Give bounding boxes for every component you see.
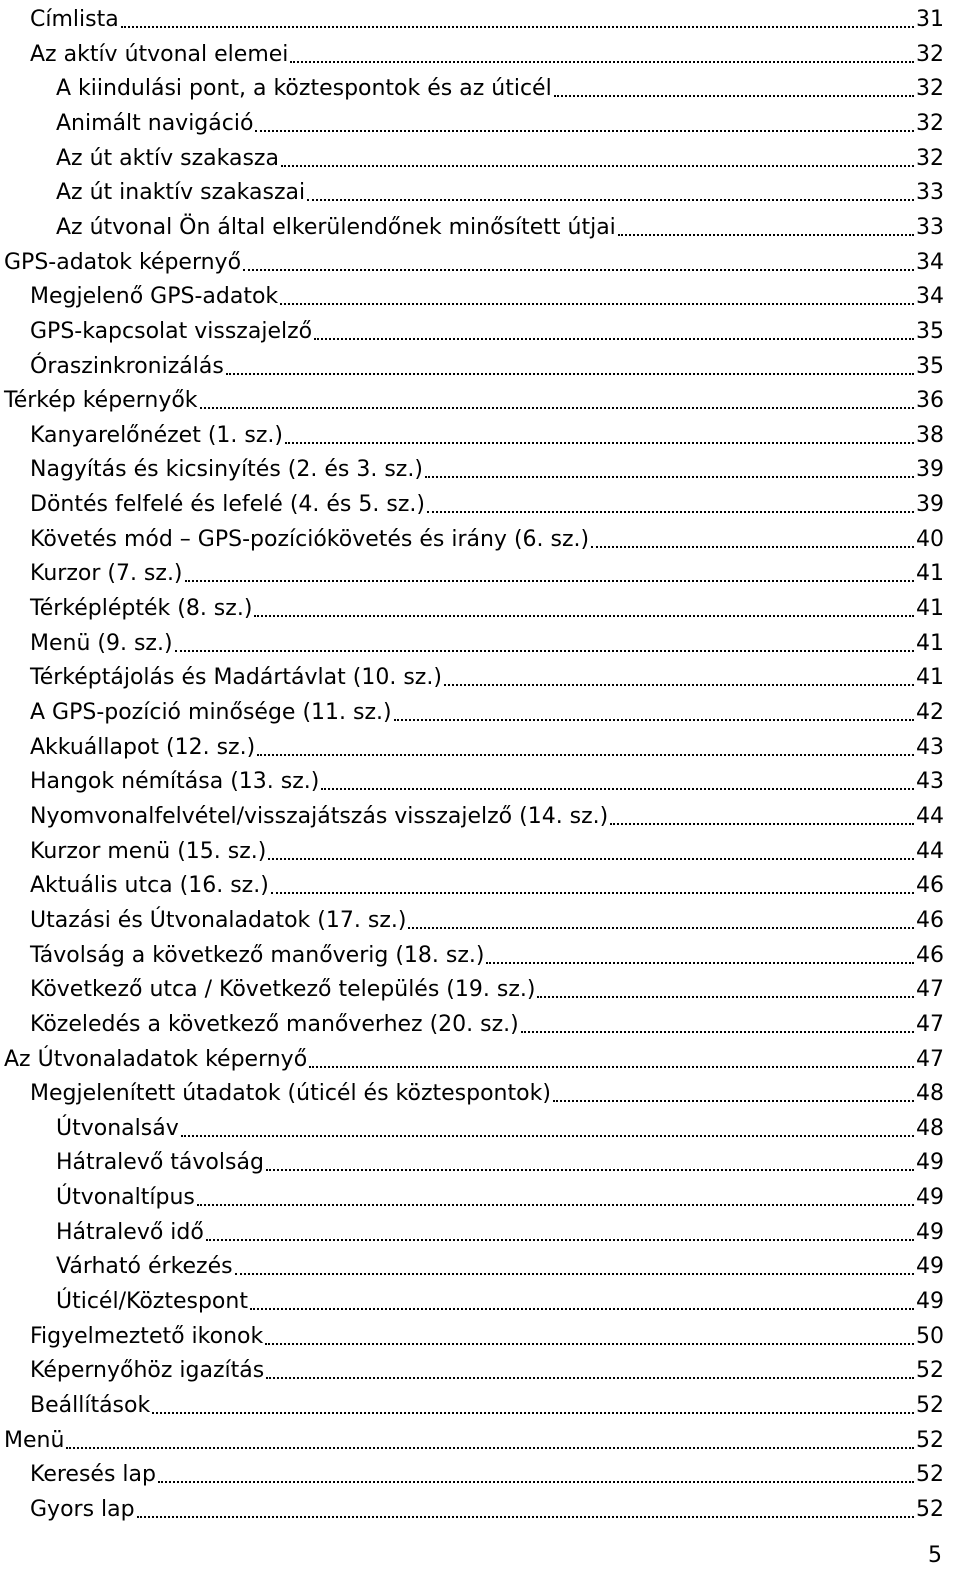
toc-entry[interactable] [0,1490,944,1524]
toc-entry[interactable] [0,1213,944,1247]
toc-entry[interactable] [0,35,944,69]
toc-entry[interactable] [0,1386,944,1420]
toc-entry-page: 48 [916,1081,944,1107]
toc-entry-page: 32 [916,145,944,171]
dot-leader [554,89,914,97]
toc-entry-title: Menü [4,1427,65,1453]
dot-leader [266,1163,914,1171]
toc-entry-page: 34 [916,284,944,310]
toc-entry-title: Hátralevő távolság [56,1150,264,1176]
toc-entry-page: 49 [916,1219,944,1245]
dot-leader [271,886,914,894]
dot-leader [200,401,914,409]
toc-entry-page: 43 [916,734,944,760]
toc-entry-title: Az Útvonaladatok képernyő [4,1046,308,1072]
toc-entry-page: 39 [916,492,944,518]
toc-entry-title: Távolság a következő manőverig (18. sz.) [30,942,485,968]
toc-entry-title: Figyelmeztető ikonok [30,1323,264,1349]
dot-leader [152,1406,914,1414]
toc-entry[interactable] [0,0,944,34]
dot-leader [235,1267,914,1275]
toc-entry[interactable] [0,277,944,311]
dot-leader [537,990,914,998]
dot-leader [591,540,914,548]
dot-leader [197,1198,914,1206]
toc-entry-page: 52 [916,1496,944,1522]
dot-leader [321,782,914,790]
toc-entry[interactable] [0,866,944,900]
dot-leader [618,228,914,236]
toc-entry-page: 36 [916,388,944,414]
toc-entry[interactable] [0,728,944,762]
toc-entry-page: 39 [916,457,944,483]
dot-leader [314,332,914,340]
dot-leader [427,505,914,513]
toc-entry-title: Követés mód – GPS-pozíciókövetés és irány (6. sz.) [30,526,590,552]
dot-leader [265,1337,914,1345]
toc-entry-title: Gyors lap [30,1496,135,1522]
dot-leader [307,193,914,201]
toc-entry-title: Megjelenített útadatok (úticél és köztespontok) [30,1081,551,1107]
toc-entry[interactable] [0,1317,944,1351]
toc-entry-page: 35 [916,353,944,379]
toc-entry-title: Hátralevő idő [56,1219,204,1245]
toc-entry-page: 41 [916,561,944,587]
toc-entry-title: Kurzor (7. sz.) [30,561,183,587]
toc-entry[interactable] [0,173,944,207]
toc-entry-title: Kanyarelőnézet (1. sz.) [30,422,283,448]
toc-entry-title: Óraszinkronizálás [30,353,224,379]
toc-entry-title: Képernyőhöz igazítás [30,1358,265,1384]
toc-entry-title: Címlista [30,7,119,32]
toc-entry-page: 41 [916,596,944,622]
dot-leader [553,1094,914,1102]
dot-leader [266,1371,914,1379]
toc-entry-title: A GPS-pozíció minősége (11. sz.) [30,700,392,725]
toc-entry[interactable] [0,658,944,692]
toc-entry-page: 33 [916,214,944,240]
toc-entry-title: Döntés felfelé és lefelé (4. és 5. sz.) [30,492,425,518]
toc-entry-title: Térkép képernyők [4,388,198,414]
toc-entry[interactable] [0,208,944,242]
toc-entry-title: Animált navigáció [56,110,254,136]
toc-entry-title: Megjelenő GPS-adatok [30,284,279,310]
toc-entry[interactable] [0,832,944,866]
dot-leader [281,159,914,167]
toc-entry-title: Az aktív útvonal elemei [30,41,289,67]
toc-entry[interactable] [0,1247,944,1281]
toc-entry-page: 52 [916,1393,944,1418]
toc-entry-title: GPS-kapcsolat visszajelző [30,318,313,344]
dot-leader [121,20,914,28]
toc-entry[interactable] [0,1351,944,1385]
toc-entry-title: Térképlépték (8. sz.) [30,596,253,622]
toc-entry-title: Térképtájolás és Madártávlat (10. sz.) [30,665,442,691]
dot-leader [521,1025,914,1033]
toc-entry-page: 38 [916,422,944,448]
toc-entry-title: Hangok némítása (13. sz.) [30,769,320,795]
toc-entry-title: Nyomvonalfelvétel/visszajátszás visszajelző (14. sz.) [30,803,609,829]
toc-entry[interactable] [0,1143,944,1177]
toc-entry[interactable] [0,762,944,796]
toc-entry-page: 49 [916,1185,944,1211]
dot-leader [250,1302,914,1310]
toc-entry-title: Menü (9. sz.) [30,630,173,656]
dot-leader [185,574,914,582]
toc-entry-title: Útvonalsáv [56,1115,179,1141]
toc-entry-page: 49 [916,1289,944,1315]
toc-entry[interactable] [0,797,944,831]
dot-leader [408,921,914,929]
toc-entry-page: 42 [916,700,944,725]
toc-entry-title: Nagyítás és kicsinyítés (2. és 3. sz.) [30,457,423,483]
toc-entry-page: 33 [916,180,944,206]
dot-leader [257,748,914,756]
toc-entry-page: 50 [916,1323,944,1349]
toc-entry-title: Várható érkezés [56,1254,233,1280]
toc-entry-page: 49 [916,1150,944,1176]
toc-entry-title: Közeledés a következő manőverhez (20. sz.) [30,1011,519,1037]
dot-leader [486,956,914,964]
toc-entry-page: 49 [916,1254,944,1280]
toc-entry-page: 46 [916,873,944,899]
toc-entry-title: GPS-adatok képernyő [4,249,242,275]
toc-entry-title: Útvonaltípus [56,1185,195,1211]
toc-entry-page: 41 [916,630,944,656]
toc-entry-page: 44 [916,838,944,864]
toc-entry[interactable] [0,520,944,554]
toc-entry[interactable] [0,1040,944,1074]
toc-entry-title: Az út inaktív szakaszai [56,180,306,206]
dot-leader [175,644,914,652]
toc-entry[interactable] [0,554,944,588]
toc-entry-page: 44 [916,803,944,829]
toc-entry[interactable] [0,970,944,1004]
toc-entry[interactable] [0,312,944,346]
toc-entry[interactable] [0,1178,944,1212]
toc-entry-title: A kiindulási pont, a köztespontok és az úticél [56,76,552,102]
toc-entry[interactable] [0,243,944,277]
toc-entry-title: Keresés lap [30,1462,156,1488]
toc-entry-title: Utazási és Útvonaladatok (17. sz.) [30,907,407,933]
toc-entry-page: 46 [916,907,944,933]
toc-entry[interactable] [0,1005,944,1039]
toc-entry[interactable] [0,69,944,103]
toc-entry-page: 32 [916,76,944,102]
toc-entry-title: Következő utca / Következő település (19. sz.) [30,977,536,1003]
dot-leader [444,678,914,686]
toc-entry-page: 32 [916,41,944,67]
page-number: 5 [928,1543,942,1568]
toc-entry-page: 43 [916,769,944,795]
toc-entry-page: 46 [916,942,944,968]
dot-leader [610,817,914,825]
dot-leader [243,263,914,271]
toc-entry-page: 31 [916,7,944,32]
dot-leader [226,367,914,375]
toc-entry-page: 32 [916,110,944,136]
toc-entry-page: 52 [916,1462,944,1488]
dot-leader [206,1233,914,1241]
toc-entry-title: Az út aktív szakasza [56,145,279,171]
dot-leader [254,609,914,617]
toc-entry[interactable] [0,1421,944,1455]
toc-entry[interactable] [0,901,944,935]
toc-entry-page: 52 [916,1358,944,1384]
toc-entry-title: Aktuális utca (16. sz.) [30,873,269,899]
dot-leader [425,470,914,478]
toc-entry-title: Kurzor menü (15. sz.) [30,838,267,864]
toc-entry[interactable] [0,104,944,138]
dot-leader [280,297,914,305]
dot-leader [290,55,914,63]
toc-entry-page: 40 [916,526,944,552]
toc-entry[interactable] [0,1074,944,1108]
dot-leader [394,713,914,721]
toc-entry-page: 35 [916,318,944,344]
dot-leader [181,1129,914,1137]
toc-entry-title: Úticél/Köztespont [56,1289,248,1315]
dot-leader [137,1510,914,1518]
dot-leader [158,1475,914,1483]
toc-entry-page: 47 [916,1046,944,1072]
toc-entry-title: Akkuállapot (12. sz.) [30,734,256,760]
toc-entry-page: 34 [916,249,944,275]
toc-entry[interactable] [0,347,944,381]
toc-entry-page: 47 [916,1011,944,1037]
toc-entry[interactable] [0,450,944,484]
toc-entry[interactable] [0,589,944,623]
toc-entry[interactable] [0,381,944,415]
toc-entry-page: 48 [916,1115,944,1141]
dot-leader [268,852,914,860]
toc-entry[interactable] [0,624,944,658]
toc-entry-title: Beállítások [30,1393,151,1418]
toc-entry[interactable] [0,936,944,970]
toc-entry[interactable] [0,416,944,450]
toc-entry[interactable] [0,1282,944,1316]
dot-leader [255,124,914,132]
dot-leader [285,436,914,444]
toc-entry-page: 41 [916,665,944,691]
toc-entry[interactable] [0,1109,944,1143]
toc-entry-page: 47 [916,977,944,1003]
toc-entry[interactable] [0,139,944,173]
dot-leader [309,1060,914,1068]
toc-entry-title: Az útvonal Ön által elkerülendőnek minősített útjai [56,214,616,240]
dot-leader [66,1441,914,1449]
toc-entry[interactable] [0,693,944,727]
toc-entry-page: 52 [916,1427,944,1453]
toc-entry[interactable] [0,485,944,519]
toc-entry[interactable] [0,1455,944,1489]
